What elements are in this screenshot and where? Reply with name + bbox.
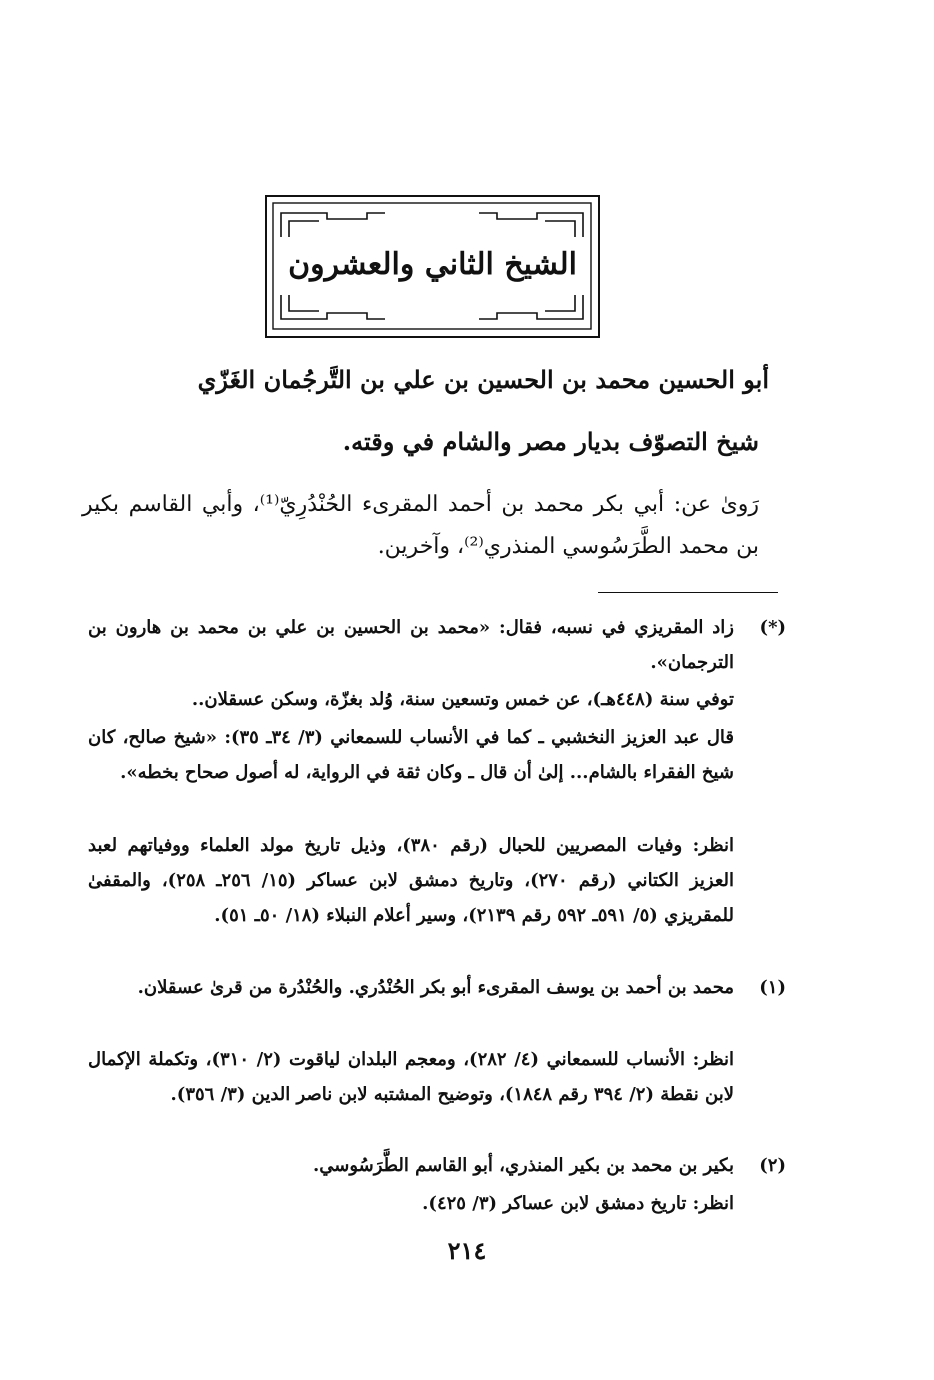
footnote-star-p2: توفي سنة (٤٤٨هـ)، عن خمس وتسعين سنة، وُلد بغزّة، وسكن عسقلان.. (191, 689, 734, 710)
chapter-heading: الشيخ الثاني والعشرون (288, 247, 577, 282)
footnote-1-p2: انظر: الأنساب للسمعاني (٤/ ٢٨٢)، ومعجم البلدان لياقوت (٢/ ٣١٠)، وتكملة الإكمال لابن نقطة (٢/ ٣٩٤ رقم ١٨٤٨)، وتوضيح المشتبه لابن ناصر الدين (٣/ ٣٥٦). (88, 1049, 734, 1105)
footnote-star-marker: (*) (759, 617, 786, 638)
footnote-star-p4: انظر: وفيات المصريين للحبال (رقم ٣٨٠)، وذيل تاريخ مولد العلماء ووفياتهم لعبد العزيز الكتاني (رقم ٢٧٠)، وتاريخ دمشق لابن عساكر (١٥/ ٢٥٦ـ ٢٥٨)، والمقفىٰ للمقريزي (٥/ ٥٩١ـ ٥٩٢ رقم ٢١٣٩)، وسير أعلام النبلاء (١٨/ ٥٠ـ ٥١). (88, 835, 735, 926)
footnote-2-marker: (٢) (759, 1155, 786, 1176)
page-number: ٢١٤ (447, 1236, 487, 1265)
footnote-star-p3: قال عبد العزيز النخشبي ـ كما في الأنساب للسمعاني (٣/ ٣٤ـ ٣٥): «شيخ صالح، كان شيخ الفقراء بالشام... إلىٰ أن قال ـ وكان ثقة في الرواية، له أصول صحاح بخطه». (88, 727, 734, 783)
chapter-title-box (265, 195, 600, 338)
footnote-2-p1: بكير بن محمد بن بكير المنذري، أبو القاسم الطَّرَسُوسي. (312, 1155, 734, 1176)
shaykh-description: شيخ التصوّف بديار مصر والشام في وقته. (342, 427, 759, 456)
footnote-star-p1: زاد المقريزي في نسبه، فقال: «محمد بن الحسين بن علي بن محمد بن هارون بن الترجمان». (88, 617, 734, 673)
footnote-separator (598, 592, 778, 593)
shaykh-name: أبو الحسين محمد بن الحسين بن علي بن التَّرجُمان الغَزّي (197, 365, 769, 394)
footnote-2-p2: انظر: تاريخ دمشق لابن عساكر (٣/ ٤٢٥). (422, 1193, 734, 1214)
narrated-from-paragraph: رَوىٰ عن: أبي بكر محمد بن أحمد المقرىء الحُنْدُرِيّ⁽¹⁾، وأبي القاسم بكير بن محمد الطَّرَسُوسي المنذري⁽²⁾، وآخرين. (82, 492, 759, 559)
footnote-1-marker: (١) (759, 977, 786, 998)
footnote-1-p1: محمد بن أحمد بن يوسف المقرىء أبو بكر الحُنْدُري. والحُنْدُرة من قرىٰ عسقلان. (137, 977, 734, 998)
